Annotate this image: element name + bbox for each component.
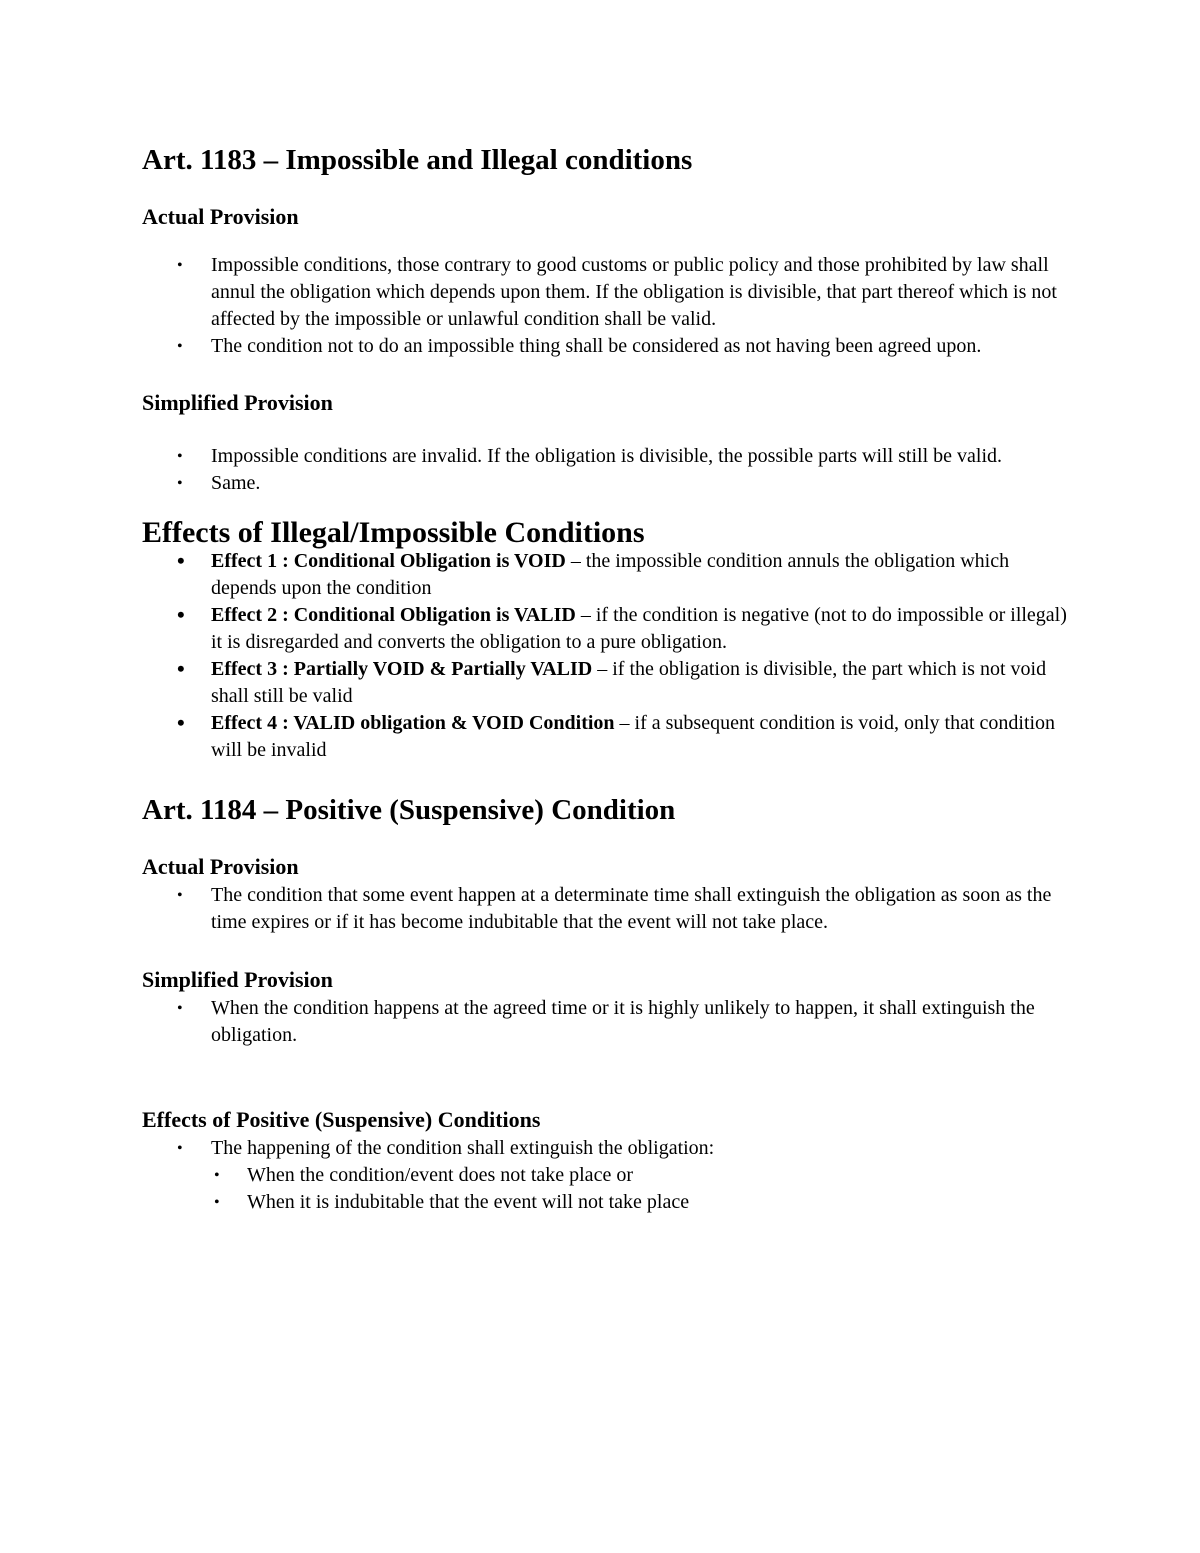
effects-illegal-title: Effects of Illegal/Impossible Conditions bbox=[142, 516, 645, 549]
list-item: • When it is indubitable that the event will not take place bbox=[142, 1189, 1072, 1216]
art-1183-title: Art. 1183 – Impossible and Illegal conditions bbox=[142, 144, 693, 176]
bullet-icon: • bbox=[177, 1140, 183, 1157]
bullet-icon: • bbox=[177, 887, 183, 904]
bullet-icon: • bbox=[177, 710, 185, 735]
art-1184-simplified-heading: Simplified Provision bbox=[142, 967, 333, 992]
bullet-icon: • bbox=[177, 656, 185, 681]
list-item: • Effect 3 : Partially VOID & Partially VALID – if the obligation is divisible, the part which is not void shall still be valid bbox=[177, 656, 1047, 707]
bullet-icon: • bbox=[177, 602, 185, 627]
art-1184-simplified-list bbox=[142, 995, 1072, 1049]
art-1184-title: Art. 1184 – Positive (Suspensive) Condition bbox=[142, 794, 676, 826]
art-1184-actual-list bbox=[142, 882, 1072, 936]
bullet-icon: • bbox=[177, 338, 183, 355]
list-item: • Effect 4 : VALID obligation & VOID Condition – if a subsequent condition is void, only that condition will be invalid bbox=[177, 710, 1056, 761]
list-item: • The condition not to do an impossible thing shall be considered as not having been agreed upon. bbox=[142, 333, 1072, 360]
effects-positive-list bbox=[142, 1135, 1072, 1216]
effects-illegal-list bbox=[142, 548, 1072, 764]
bullet-icon: • bbox=[177, 1000, 183, 1017]
effects-positive-title: Effects of Positive (Suspensive) Conditions bbox=[142, 1107, 541, 1132]
art-1184-actual-heading: Actual Provision bbox=[142, 854, 299, 879]
art-1183-actual-heading: Actual Provision bbox=[142, 204, 299, 229]
bullet-icon: • bbox=[177, 257, 183, 274]
list-item: • Impossible conditions are invalid. If the obligation is divisible, the possible parts will still be valid. bbox=[142, 443, 1072, 470]
bullet-icon: • bbox=[177, 548, 185, 573]
bullet-icon: • bbox=[214, 1194, 220, 1211]
art-1183-simplified-list bbox=[142, 443, 1072, 497]
list-item: • When the condition/event does not take place or bbox=[142, 1162, 1072, 1189]
list-item: • Effect 2 : Conditional Obligation is VALID – if the condition is negative (not to do impossible or illegal) it is disregarded and converts the obligation to a pure obligation. bbox=[177, 602, 1067, 653]
art-1183-simplified-heading: Simplified Provision bbox=[142, 390, 333, 415]
list-item: • Impossible conditions, those contrary to good customs or public policy and those prohibited by law shall annul the obligation which depends upon them. If the obligation is divisible, that part thereof which is not affected by the impossible or unlawful condition shall be valid. bbox=[177, 254, 1057, 330]
list-item: • Same. bbox=[142, 470, 1072, 497]
bullet-icon: • bbox=[177, 448, 183, 465]
bullet-icon: • bbox=[177, 475, 183, 492]
art-1183-actual-list bbox=[142, 252, 1072, 360]
list-item: • The condition that some event happen at a determinate time shall extinguish the obligation as soon as the time expires or if it has become indubitable that the event will not take place. bbox=[177, 884, 1052, 933]
list-item: • When the condition happens at the agreed time or it is highly unlikely to happen, it shall extinguish the obligation. bbox=[177, 997, 1035, 1046]
document-page bbox=[142, 140, 1072, 1216]
list-item: • The happening of the condition shall extinguish the obligation: bbox=[142, 1135, 1072, 1162]
list-item: • Effect 1 : Conditional Obligation is VOID – the impossible condition annuls the obligation which depends upon the condition bbox=[177, 548, 1010, 599]
bullet-icon: • bbox=[214, 1167, 220, 1184]
